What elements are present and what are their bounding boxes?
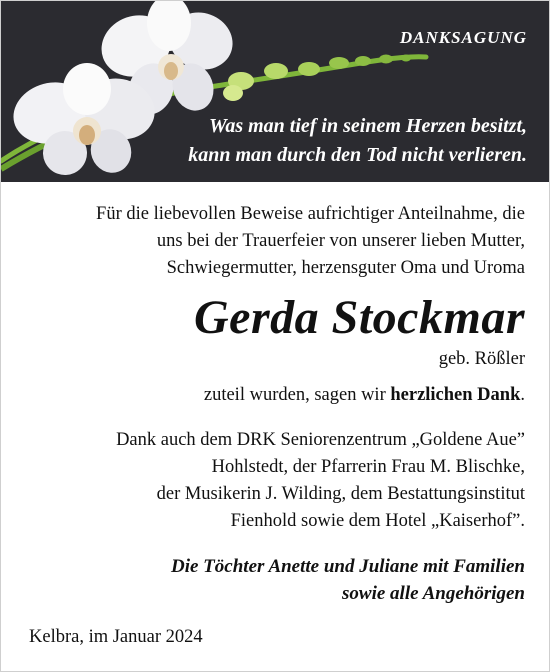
notice-body xyxy=(1,201,525,607)
additional-line: Dank auch dem DRK Seniorenzentrum „Goldene Aue” xyxy=(116,430,525,450)
motto-quote xyxy=(107,112,527,170)
header-banner xyxy=(1,1,549,182)
orchid-bud xyxy=(329,57,349,69)
thanks-emphasis: herzlichen Dank xyxy=(390,385,521,405)
deceased-name: Gerda Stockmar xyxy=(194,291,525,344)
place-date: Kelbra, im Januar 2024 xyxy=(29,627,203,647)
additional-line: Fienhold sowie dem Hotel „Kaiserhof”. xyxy=(230,511,525,531)
orchid-bud xyxy=(355,56,371,66)
intro-line: Schwiegermutter, herzensguter Oma und Uroma xyxy=(166,258,525,278)
additional-line: Hohlstedt, der Pfarrerin Frau M. Blischke, xyxy=(211,457,525,477)
signature-line: Die Töchter Anette und Juliane mit Familien xyxy=(171,556,525,577)
motto-line: Was man tief in seinem Herzen besitzt, xyxy=(209,115,527,137)
orchid-bud xyxy=(264,63,288,79)
intro-line: Für die liebevollen Beweise aufrichtiger Anteilnahme, die xyxy=(96,204,525,224)
thanks-line xyxy=(1,382,525,409)
thanks-prefix: zuteil wurden, sagen wir xyxy=(203,385,391,405)
orchid-bud xyxy=(379,55,393,64)
additional-line: der Musikerin J. Wilding, dem Bestattungsinstitut xyxy=(156,484,525,504)
signature-line: sowie alle Angehörigen xyxy=(342,583,525,604)
orchid-bud xyxy=(401,55,411,62)
intro-line: uns bei der Trauerfeier von unserer lieben Mutter, xyxy=(156,231,525,251)
maiden-name: geb. Rößler xyxy=(438,349,525,369)
intro-paragraph xyxy=(1,201,525,282)
orchid-bud xyxy=(223,85,243,101)
motto-line: kann man durch den Tod nicht verlieren. xyxy=(188,144,527,166)
thanks-suffix: . xyxy=(520,385,525,405)
signature-block xyxy=(1,553,525,607)
orchid-bud xyxy=(298,62,320,76)
additional-thanks-paragraph xyxy=(1,427,525,535)
header-title: DANKSAGUNG xyxy=(399,28,527,47)
